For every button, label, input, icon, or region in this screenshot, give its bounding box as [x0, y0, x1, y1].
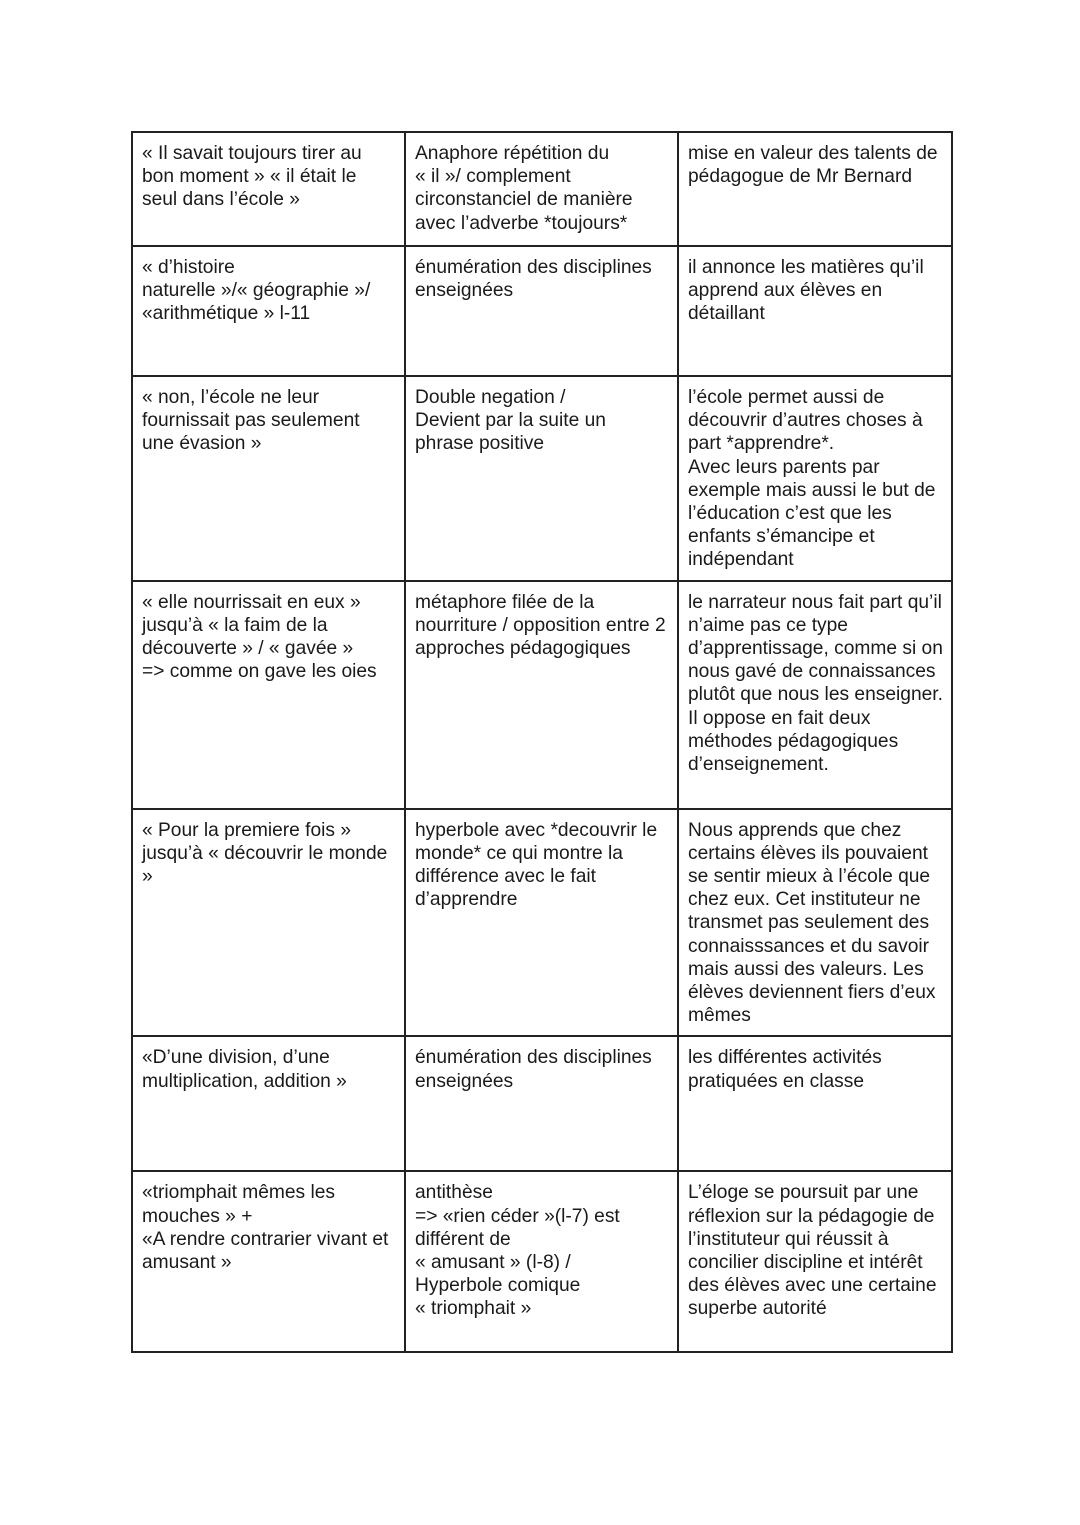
device-cell: métaphore filée de la nourriture / opposition entre 2 approches pédagogiques — [405, 581, 678, 809]
table-row — [132, 1036, 952, 1171]
device-cell: Anaphore répétition du « il »/ complement circonstanciel de manière avec l’adverbe *toujours* — [405, 132, 678, 246]
device-cell: énumération des disciplines enseignées — [405, 246, 678, 376]
quote-cell: « d’histoire naturelle »/« géographie »/ «arithmétique » l-11 — [132, 246, 405, 376]
table-row — [132, 376, 952, 581]
quote-cell: « Pour la premiere fois » jusqu’à « découvrir le monde » — [132, 809, 405, 1037]
table-row — [132, 809, 952, 1037]
quote-cell: « non, l’école ne leur fournissait pas seulement une évasion » — [132, 376, 405, 581]
analysis-table — [131, 131, 953, 1353]
interpretation-cell: mise en valeur des talents de pédagogue de Mr Bernard — [678, 132, 952, 246]
interpretation-cell: l’école permet aussi de découvrir d’autres choses à part *apprendre*. Avec leurs parents par exemple mais aussi le but de l’éducation c’est que les enfants s’émancipe et indépendant — [678, 376, 952, 581]
interpretation-cell: il annonce les matières qu’il apprend aux élèves en détaillant — [678, 246, 952, 376]
table-row — [132, 132, 952, 246]
table-row — [132, 1171, 952, 1352]
quote-cell: « elle nourrissait en eux » jusqu’à « la faim de la découverte » / « gavée » => comme on gave les oies — [132, 581, 405, 809]
table-row — [132, 581, 952, 809]
quote-cell: «D’une division, d’une multiplication, addition » — [132, 1036, 405, 1171]
interpretation-cell: le narrateur nous fait part qu’il n’aime pas ce type d’apprentissage, comme si on nous gavé de connaissances plutôt que nous les enseigner. Il oppose en fait deux méthodes pédagogiques d’enseignement. — [678, 581, 952, 809]
device-cell: énumération des disciplines enseignées — [405, 1036, 678, 1171]
interpretation-cell: Nous apprends que chez certains élèves ils pouvaient se sentir mieux à l’école que chez eux. Cet instituteur ne transmet pas seulement des connaisssances et du savoir mais aussi des valeurs. Les élèves deviennent fiers d’eux mêmes — [678, 809, 952, 1037]
device-cell: antithèse => «rien céder »(l-7) est différent de « amusant » (l-8) / Hyperbole comique « triomphait » — [405, 1171, 678, 1352]
device-cell: hyperbole avec *decouvrir le monde* ce qui montre la différence avec le fait d’apprendre — [405, 809, 678, 1037]
quote-cell: « Il savait toujours tirer au bon moment » « il était le seul dans l’école » — [132, 132, 405, 246]
table-row — [132, 246, 952, 376]
interpretation-cell: les différentes activités pratiquées en classe — [678, 1036, 952, 1171]
device-cell: Double negation / Devient par la suite un phrase positive — [405, 376, 678, 581]
quote-cell: «triomphait mêmes les mouches » + «A rendre contrarier vivant et amusant » — [132, 1171, 405, 1352]
interpretation-cell: L’éloge se poursuit par une réflexion sur la pédagogie de l’instituteur qui réussit à concilier discipline et intérêt des élèves avec une certaine superbe autorité — [678, 1171, 952, 1352]
